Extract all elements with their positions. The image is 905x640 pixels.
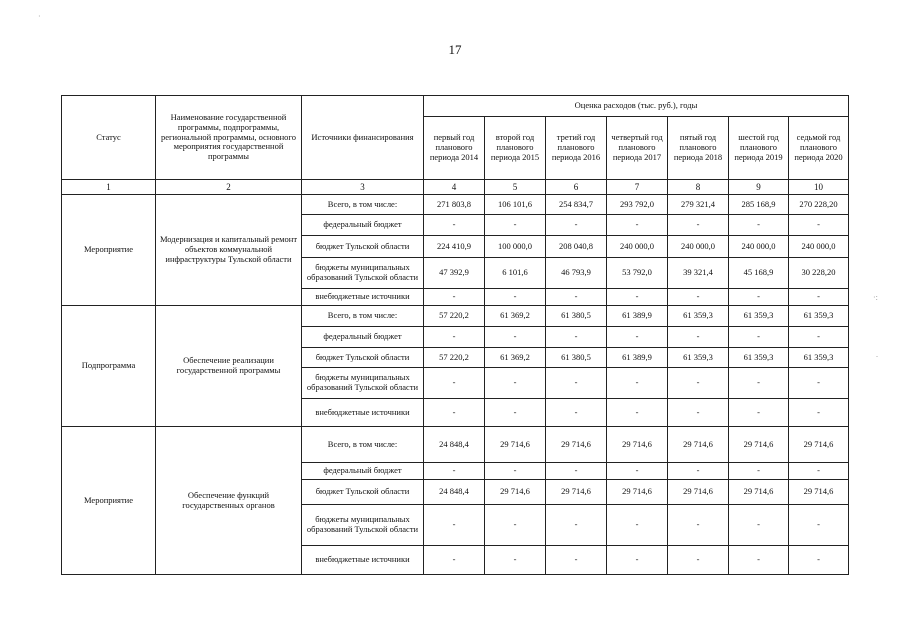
header-year: первый год планового периода 2014	[424, 117, 485, 180]
value-cell: -	[668, 289, 729, 306]
value-cell: 100 000,0	[485, 236, 546, 258]
value-cell: 29 714,6	[729, 427, 789, 463]
value-cell: -	[607, 399, 668, 427]
funding-source-cell: внебюджетные источники	[302, 289, 424, 306]
value-cell: -	[546, 368, 607, 399]
status-cell: Мероприятие	[62, 195, 156, 306]
value-cell: 224 410,9	[424, 236, 485, 258]
value-cell: -	[424, 289, 485, 306]
table-body	[62, 195, 849, 575]
value-cell: -	[546, 289, 607, 306]
value-cell: -	[607, 463, 668, 480]
value-cell: -	[789, 546, 849, 575]
value-cell: -	[546, 327, 607, 348]
value-cell: -	[424, 368, 485, 399]
value-cell: -	[546, 463, 607, 480]
funding-source-cell: федеральный бюджет	[302, 327, 424, 348]
value-cell: 240 000,0	[729, 236, 789, 258]
value-cell: 29 714,6	[607, 427, 668, 463]
table-row	[62, 306, 849, 327]
value-cell: -	[485, 546, 546, 575]
funding-source-cell: внебюджетные источники	[302, 399, 424, 427]
funding-source-cell: Всего, в том числе:	[302, 427, 424, 463]
value-cell: -	[485, 368, 546, 399]
value-cell: -	[485, 463, 546, 480]
header-year: шестой год планового периода 2019	[729, 117, 789, 180]
value-cell: 61 380,5	[546, 348, 607, 368]
column-number: 3	[302, 180, 424, 195]
header-name: Наименование государственной программы, подпрограммы, региональной программы, основного мероприятия государственной программы	[156, 96, 302, 180]
value-cell: -	[789, 463, 849, 480]
value-cell: -	[546, 546, 607, 575]
value-cell: -	[789, 327, 849, 348]
funding-source-cell: федеральный бюджет	[302, 463, 424, 480]
value-cell: -	[729, 289, 789, 306]
value-cell: -	[729, 399, 789, 427]
value-cell: -	[485, 399, 546, 427]
program-name-cell: Модернизация и капитальный ремонт объектов коммунальной инфраструктуры Тульской области	[156, 195, 302, 306]
value-cell: -	[789, 505, 849, 546]
value-cell: 46 793,9	[546, 258, 607, 289]
header-year: третий год планового периода 2016	[546, 117, 607, 180]
value-cell: 29 714,6	[485, 480, 546, 505]
header-year: пятый год планового периода 2018	[668, 117, 729, 180]
scan-artifact: ·	[38, 12, 41, 21]
value-cell: -	[424, 463, 485, 480]
value-cell: -	[607, 505, 668, 546]
value-cell: 254 834,7	[546, 195, 607, 215]
budget-table	[61, 95, 849, 575]
value-cell: 29 714,6	[668, 427, 729, 463]
value-cell: 240 000,0	[607, 236, 668, 258]
value-cell: 29 714,6	[607, 480, 668, 505]
value-cell: 29 714,6	[789, 480, 849, 505]
status-cell: Мероприятие	[62, 427, 156, 575]
header-year: второй год планового периода 2015	[485, 117, 546, 180]
funding-source-cell: бюджет Тульской области	[302, 348, 424, 368]
value-cell: -	[729, 368, 789, 399]
value-cell: -	[424, 327, 485, 348]
value-cell: 61 380,5	[546, 306, 607, 327]
column-number: 5	[485, 180, 546, 195]
value-cell: -	[729, 215, 789, 236]
funding-source-cell: бюджет Тульской области	[302, 236, 424, 258]
value-cell: 29 714,6	[546, 427, 607, 463]
value-cell: 271 803,8	[424, 195, 485, 215]
value-cell: 29 714,6	[668, 480, 729, 505]
value-cell: 29 714,6	[729, 480, 789, 505]
value-cell: 45 168,9	[729, 258, 789, 289]
value-cell: 61 389,9	[607, 348, 668, 368]
funding-source-cell: бюджеты муниципальных образований Тульской области	[302, 368, 424, 399]
value-cell: -	[668, 368, 729, 399]
funding-source-cell: федеральный бюджет	[302, 215, 424, 236]
value-cell: 61 369,2	[485, 348, 546, 368]
value-cell: -	[668, 215, 729, 236]
program-name-cell: Обеспечение функций государственных органов	[156, 427, 302, 575]
page-number: 17	[448, 42, 462, 57]
value-cell: 61 359,3	[668, 306, 729, 327]
value-cell: -	[485, 289, 546, 306]
value-cell: 61 359,3	[789, 306, 849, 327]
value-cell: 6 101,6	[485, 258, 546, 289]
value-cell: -	[729, 546, 789, 575]
header-estimate: Оценка расходов (тыс. руб.), годы	[424, 96, 849, 117]
value-cell: -	[729, 505, 789, 546]
value-cell: 29 714,6	[789, 427, 849, 463]
value-cell: 61 359,3	[668, 348, 729, 368]
value-cell: 293 792,0	[607, 195, 668, 215]
column-number: 8	[668, 180, 729, 195]
value-cell: -	[789, 289, 849, 306]
value-cell: -	[668, 463, 729, 480]
value-cell: -	[789, 399, 849, 427]
value-cell: 240 000,0	[789, 236, 849, 258]
funding-source-cell: бюджет Тульской области	[302, 480, 424, 505]
value-cell: -	[607, 327, 668, 348]
value-cell: -	[546, 505, 607, 546]
value-cell: -	[668, 505, 729, 546]
value-cell: -	[485, 327, 546, 348]
value-cell: -	[668, 399, 729, 427]
value-cell: -	[729, 463, 789, 480]
value-cell: -	[546, 215, 607, 236]
value-cell: 57 220,2	[424, 348, 485, 368]
column-number: 7	[607, 180, 668, 195]
value-cell: -	[607, 215, 668, 236]
scan-artifact: .	[876, 350, 878, 359]
value-cell: 240 000,0	[668, 236, 729, 258]
table-row	[62, 195, 849, 215]
value-cell: -	[424, 505, 485, 546]
funding-source-cell: бюджеты муниципальных образований Тульской области	[302, 258, 424, 289]
value-cell: 24 848,4	[424, 480, 485, 505]
value-cell: 61 359,3	[729, 306, 789, 327]
funding-source-cell: Всего, в том числе:	[302, 306, 424, 327]
header-year: четвертый год планового периода 2017	[607, 117, 668, 180]
program-name-cell: Обеспечение реализации государственной программы	[156, 306, 302, 427]
value-cell: 53 792,0	[607, 258, 668, 289]
funding-source-cell: внебюджетные источники	[302, 546, 424, 575]
value-cell: -	[789, 215, 849, 236]
value-cell: 208 040,8	[546, 236, 607, 258]
value-cell: 24 848,4	[424, 427, 485, 463]
value-cell: -	[424, 215, 485, 236]
value-cell: 61 389,9	[607, 306, 668, 327]
value-cell: -	[668, 327, 729, 348]
value-cell: 57 220,2	[424, 306, 485, 327]
column-number: 9	[729, 180, 789, 195]
value-cell: 61 359,3	[789, 348, 849, 368]
funding-source-cell: Всего, в том числе:	[302, 195, 424, 215]
value-cell: -	[607, 368, 668, 399]
column-number: 4	[424, 180, 485, 195]
value-cell: -	[485, 505, 546, 546]
value-cell: -	[729, 327, 789, 348]
column-number: 10	[789, 180, 849, 195]
value-cell: 279 321,4	[668, 195, 729, 215]
funding-source-cell: бюджеты муниципальных образований Тульской области	[302, 505, 424, 546]
value-cell: -	[607, 289, 668, 306]
value-cell: -	[607, 546, 668, 575]
column-number: 6	[546, 180, 607, 195]
value-cell: 29 714,6	[485, 427, 546, 463]
header-year: седьмой год планового периода 2020	[789, 117, 849, 180]
value-cell: 285 168,9	[729, 195, 789, 215]
value-cell: 47 392,9	[424, 258, 485, 289]
value-cell: 61 359,3	[729, 348, 789, 368]
value-cell: -	[424, 399, 485, 427]
value-cell: 270 228,20	[789, 195, 849, 215]
column-number: 1	[62, 180, 156, 195]
value-cell: 106 101,6	[485, 195, 546, 215]
header-sources: Источники финансирования	[302, 96, 424, 180]
value-cell: -	[546, 399, 607, 427]
value-cell: 30 228,20	[789, 258, 849, 289]
value-cell: 61 369,2	[485, 306, 546, 327]
column-number: 2	[156, 180, 302, 195]
header-status: Статус	[62, 96, 156, 180]
scan-artifact: ·:	[873, 293, 878, 302]
value-cell: -	[789, 368, 849, 399]
value-cell: -	[485, 215, 546, 236]
value-cell: -	[668, 546, 729, 575]
table-row	[62, 427, 849, 463]
value-cell: 39 321,4	[668, 258, 729, 289]
value-cell: -	[424, 546, 485, 575]
status-cell: Подпрограмма	[62, 306, 156, 427]
value-cell: 29 714,6	[546, 480, 607, 505]
